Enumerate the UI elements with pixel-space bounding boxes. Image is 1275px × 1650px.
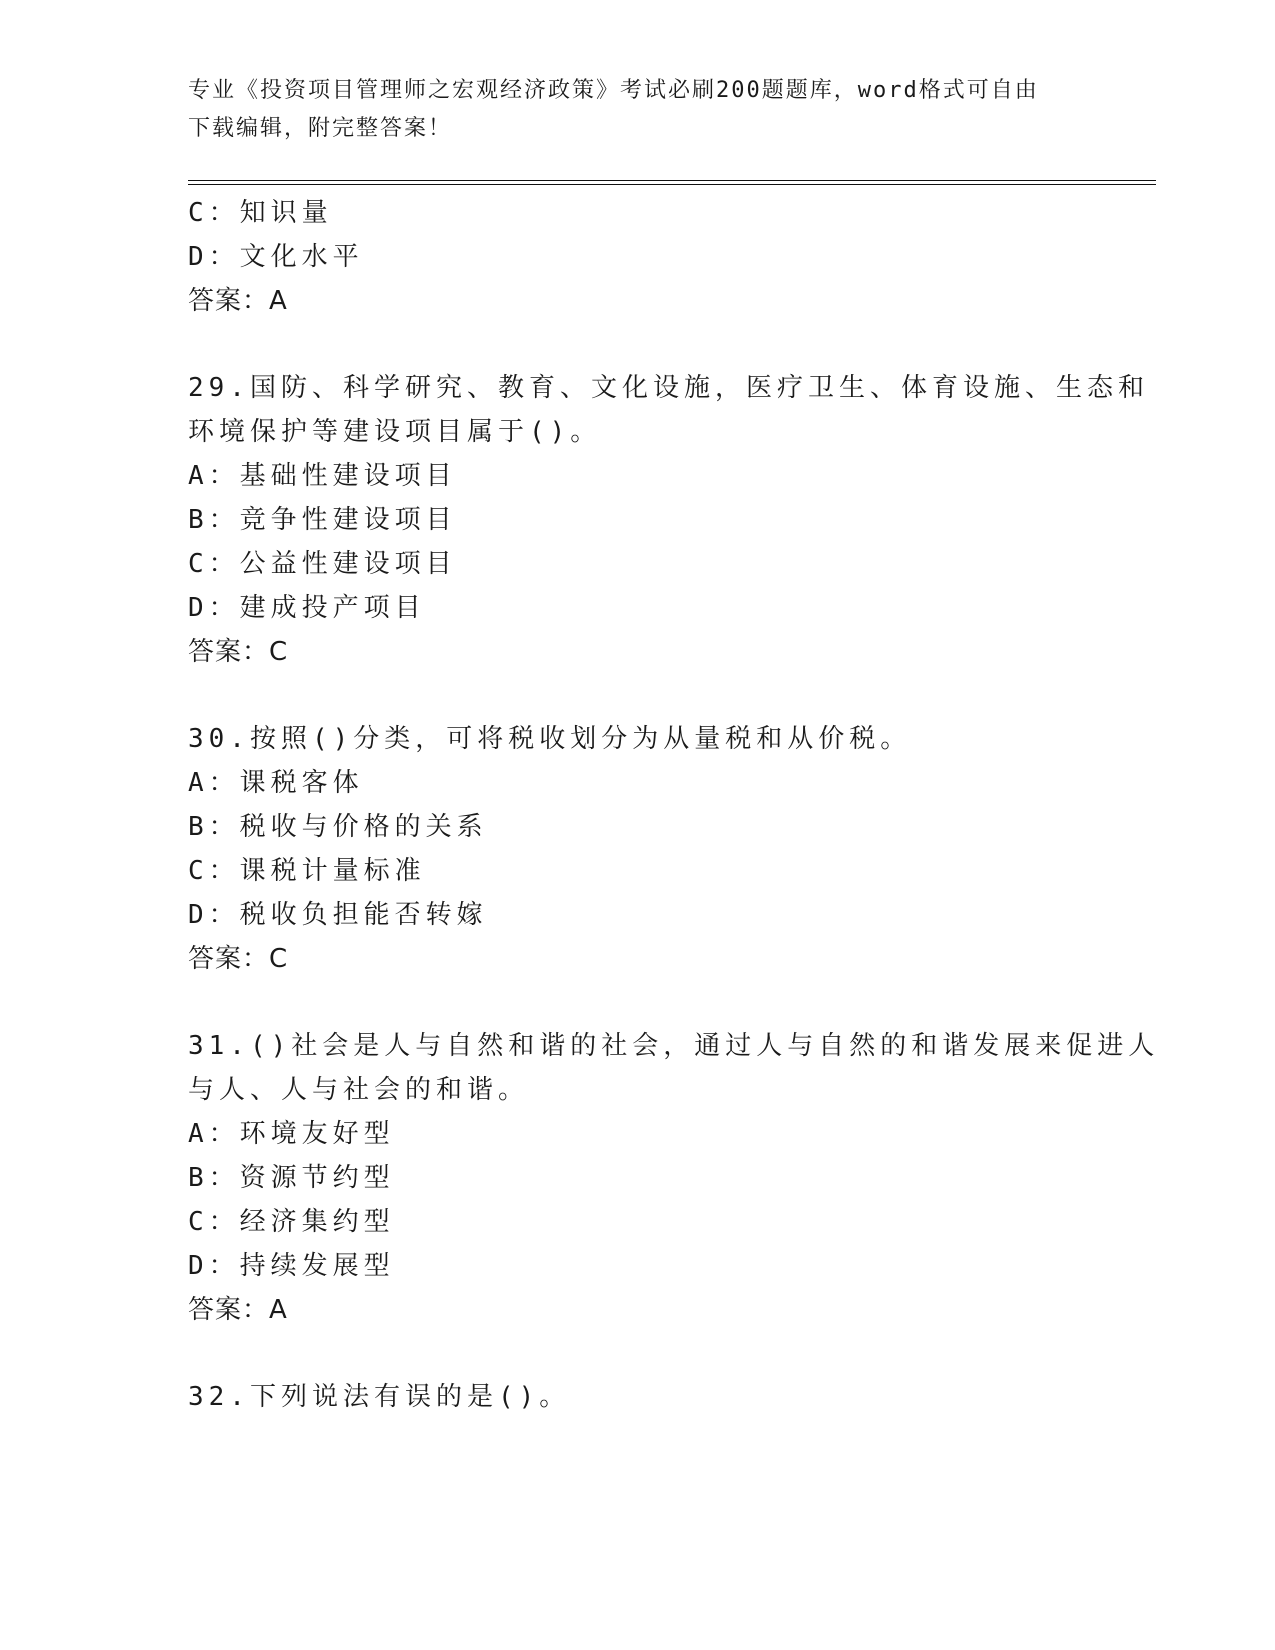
- q31-stem-line-1: 31.()社会是人与自然和谐的社会，通过人与自然的和谐发展来促进人: [188, 1031, 1160, 1061]
- document-header: [188, 72, 1078, 148]
- q29-option-a: A：基础性建设项目: [188, 461, 457, 491]
- q29-answer: 答案：C: [188, 637, 289, 667]
- q29-option-d: D：建成投产项目: [188, 593, 426, 623]
- q30-option-c: C：课税计量标准: [188, 856, 426, 886]
- q29-option-b: B：竞争性建设项目: [188, 505, 457, 535]
- q31-option-a: A：环境友好型: [188, 1119, 395, 1149]
- q29-stem-line-2: 环境保护等建设项目属于()。: [188, 417, 602, 447]
- header-divider-top: [188, 180, 1156, 181]
- q30-option-b: B：税收与价格的关系: [188, 812, 488, 842]
- q30-option-d: D：税收负担能否转嫁: [188, 900, 488, 930]
- header-title-line-1: 专业《投资项目管理师之宏观经济政策》考试必刷200题题库，word格式可自由: [188, 78, 1039, 103]
- header-title-line-2: 下载编辑，附完整答案！: [188, 116, 453, 141]
- q29-stem-line-1: 29.国防、科学研究、教育、文化设施，医疗卫生、体育设施、生态和: [188, 373, 1149, 403]
- q31-answer: 答案：A: [188, 1295, 288, 1325]
- q31-option-b: B：资源节约型: [188, 1163, 395, 1193]
- q30-stem-line-1: 30.按照()分类，可将税收划分为从量税和从价税。: [188, 724, 912, 754]
- q30-option-a: A：课税客体: [188, 768, 364, 798]
- q28-option-d: D：文化水平: [188, 242, 364, 272]
- q31-stem-line-2: 与人、人与社会的和谐。: [188, 1075, 530, 1105]
- q29-option-c: C：公益性建设项目: [188, 549, 457, 579]
- q32-stem-line-1: 32.下列说法有误的是()。: [188, 1382, 571, 1412]
- q31-option-c: C：经济集约型: [188, 1207, 395, 1237]
- q28-answer: 答案：A: [188, 286, 288, 316]
- header-divider-bottom: [188, 184, 1156, 185]
- q31-option-d: D：持续发展型: [188, 1251, 395, 1281]
- q28-option-c: C：知识量: [188, 198, 333, 228]
- q30-answer: 答案：C: [188, 944, 289, 974]
